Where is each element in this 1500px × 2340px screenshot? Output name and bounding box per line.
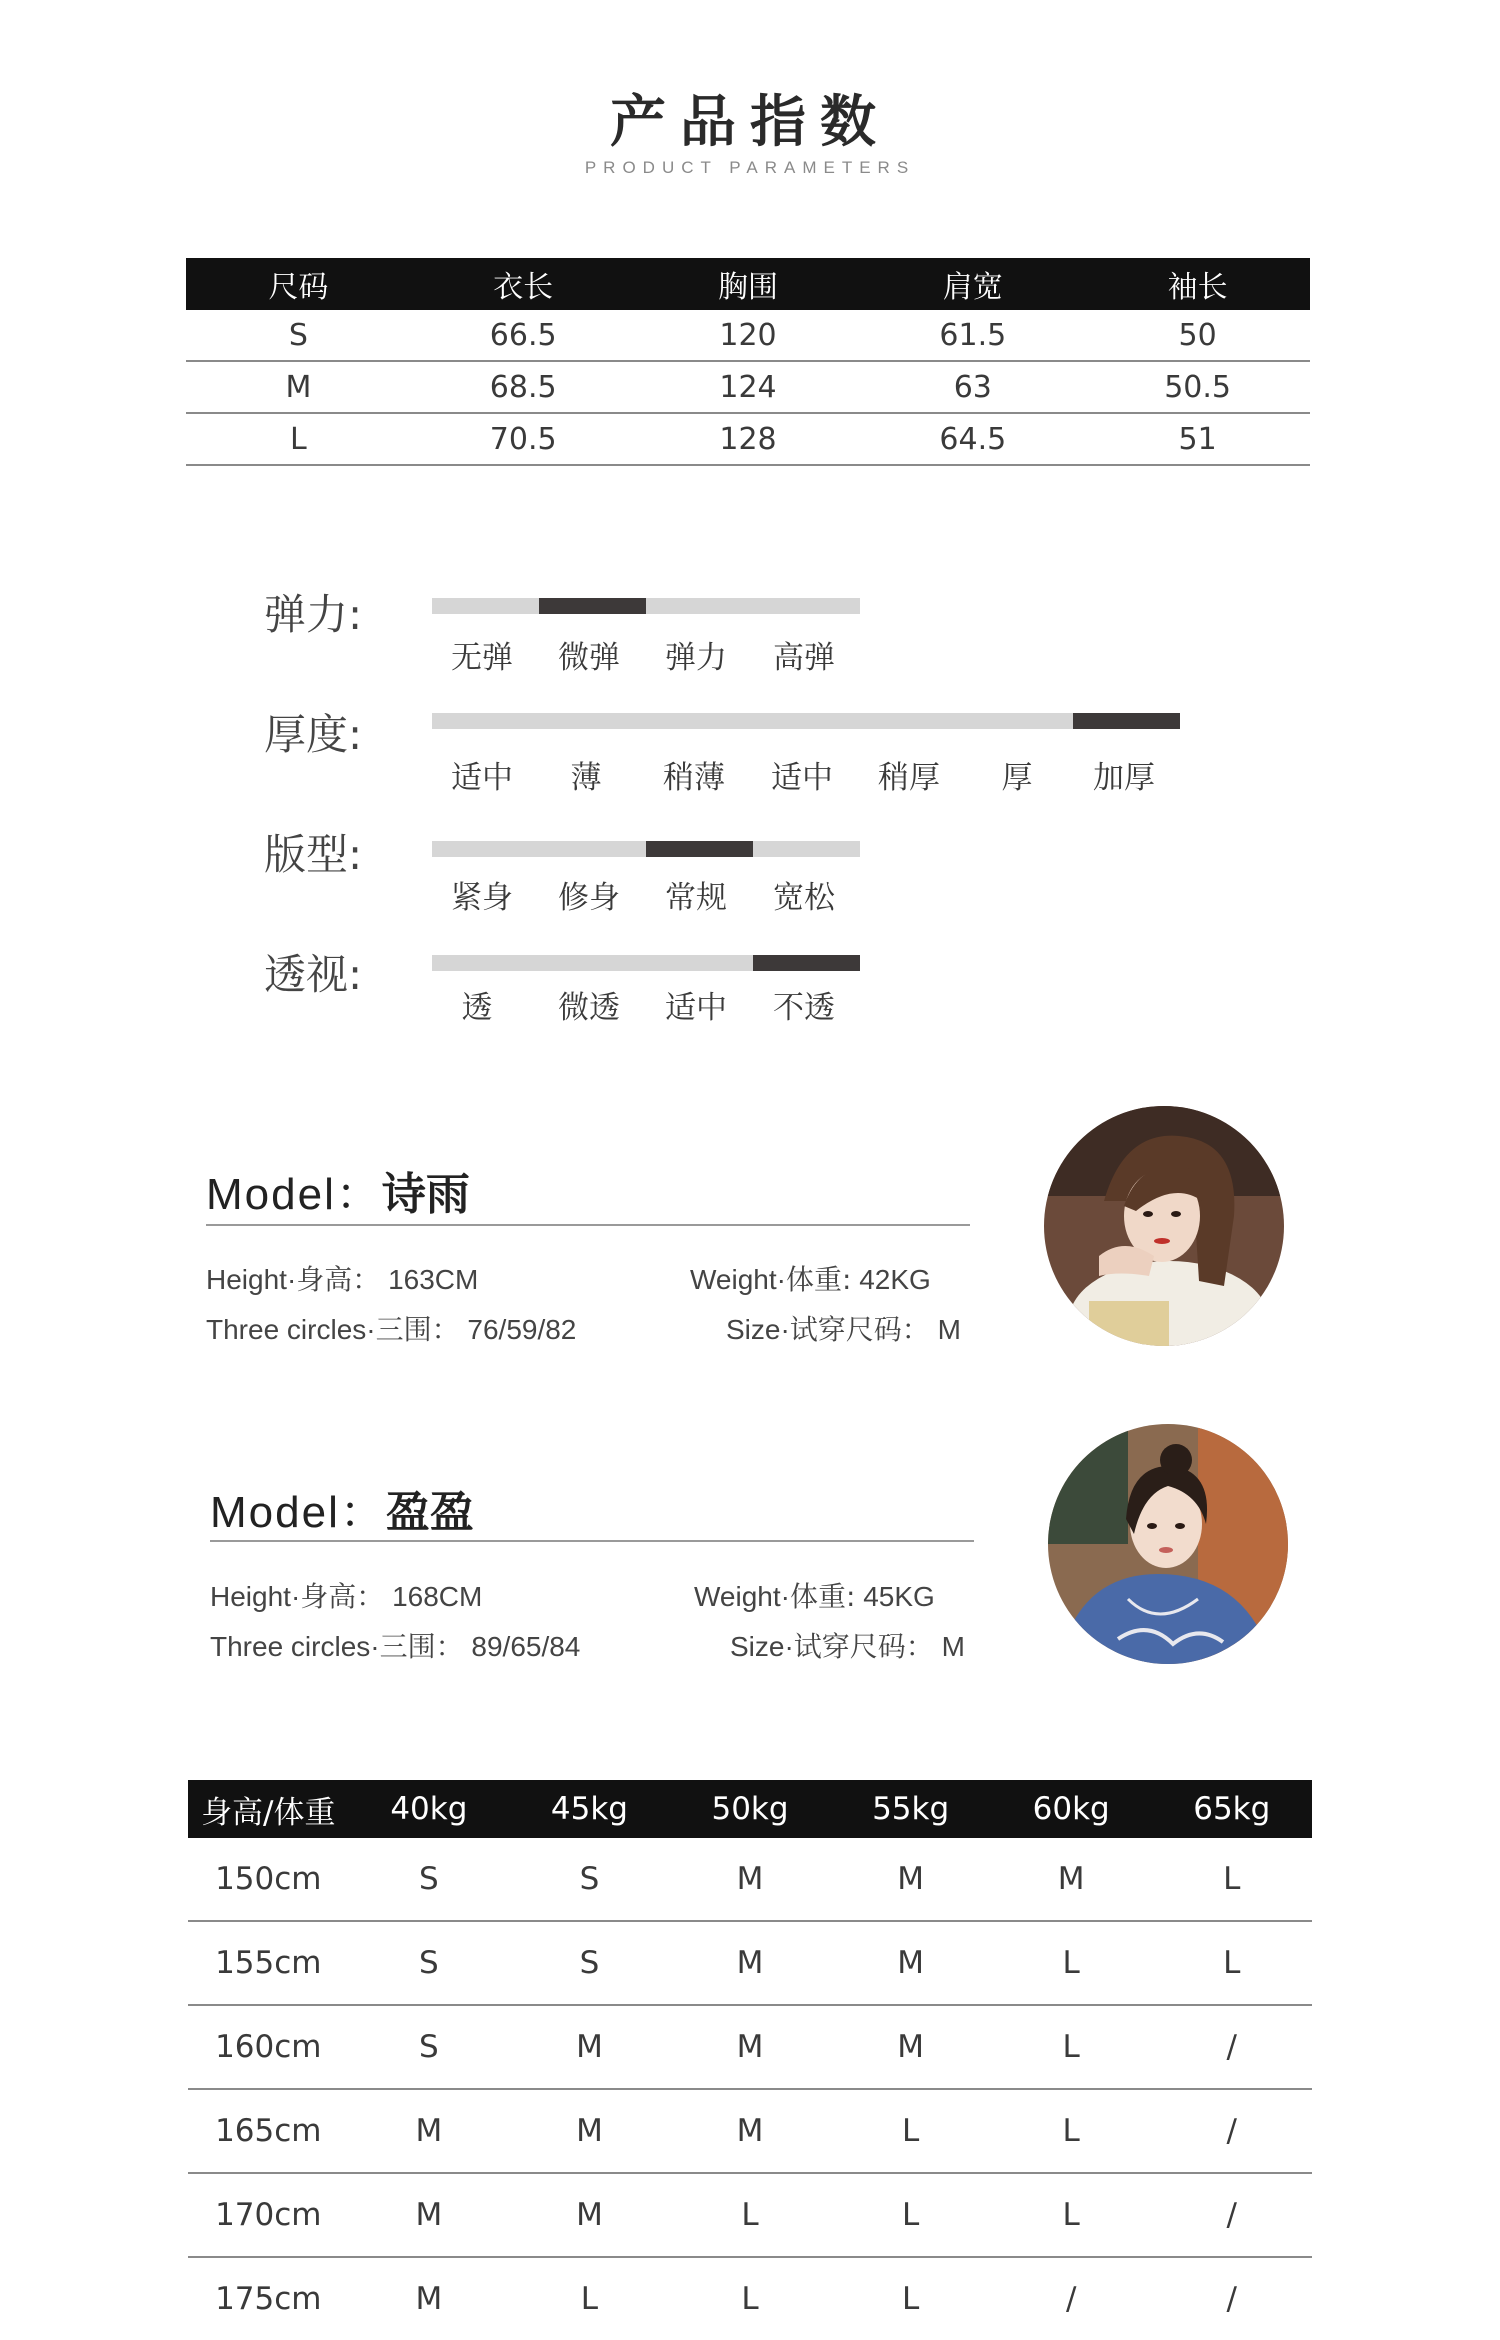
size-table-cell: 64.5 bbox=[939, 421, 1007, 457]
recommend-header-cell: 身高/体重 bbox=[201, 1794, 336, 1831]
recommend-cell: M bbox=[415, 2281, 443, 2317]
size-table-header-cell: 肩宽 bbox=[942, 270, 1003, 305]
table-row bbox=[188, 2258, 1312, 2340]
model-weight bbox=[694, 1575, 935, 1615]
size-value: M bbox=[941, 1631, 965, 1662]
model-name: 诗雨 bbox=[381, 1169, 470, 1220]
table-row bbox=[188, 2174, 1312, 2258]
model-height bbox=[210, 1575, 482, 1615]
model-title-prefix: Model： bbox=[210, 1488, 386, 1537]
model-size bbox=[726, 1308, 961, 1348]
size-table-cell: 51 bbox=[1178, 421, 1217, 457]
size-table-header-cell: 袖长 bbox=[1167, 270, 1228, 305]
recommend-cell: S bbox=[419, 1945, 439, 1981]
transparency-option: 透 bbox=[461, 990, 493, 1026]
recommend-header-cell: 60kg bbox=[1032, 1791, 1110, 1827]
recommend-cell: M bbox=[1057, 1861, 1085, 1897]
recommend-cell: M bbox=[576, 2197, 603, 2233]
size-table-cell: M bbox=[285, 369, 312, 405]
fit-option: 宽松 bbox=[773, 880, 835, 916]
thickness-option: 厚 bbox=[1001, 760, 1033, 796]
recommend-cell: L bbox=[741, 2281, 759, 2317]
model-title bbox=[206, 1158, 470, 1222]
elasticity-label: 弹力: bbox=[264, 590, 363, 639]
height-label-en: Height· bbox=[206, 1264, 297, 1295]
size-table-header bbox=[186, 258, 1310, 310]
recommend-header-cell: 50kg bbox=[711, 1791, 789, 1827]
table-row bbox=[188, 1838, 1312, 1922]
size-label-cn: 试穿尺码： bbox=[789, 1313, 930, 1346]
recommend-cell: L bbox=[1223, 1945, 1241, 1981]
size-table-cell: 66.5 bbox=[489, 317, 557, 353]
recommend-cell: M bbox=[576, 2113, 603, 2149]
recommend-cell: L bbox=[580, 2281, 599, 2317]
thickness-label: 厚度: bbox=[264, 710, 363, 759]
recommend-cell: 170cm bbox=[215, 2197, 322, 2233]
recommend-header-cell: 45kg bbox=[550, 1791, 628, 1827]
fit-label: 版型: bbox=[264, 830, 363, 879]
size-label-cn: 试穿尺码： bbox=[793, 1630, 934, 1663]
recommend-cell: S bbox=[419, 2029, 439, 2065]
recommend-cell: M bbox=[415, 2197, 443, 2233]
model-avatar bbox=[1044, 1106, 1284, 1346]
recommend-cell: M bbox=[736, 2113, 764, 2149]
model-avatar bbox=[1048, 1424, 1288, 1664]
weight-value: 42KG bbox=[859, 1264, 931, 1295]
size-table-cell: 50 bbox=[1178, 317, 1217, 353]
model-photo-1 bbox=[1044, 1106, 1284, 1346]
height-value: 163CM bbox=[388, 1264, 479, 1295]
elasticity-option: 弹力 bbox=[665, 640, 727, 676]
circles-label-cn: 三围： bbox=[379, 1630, 464, 1663]
size-recommendation-table bbox=[188, 1780, 1312, 2340]
recommend-cell: 150cm bbox=[215, 1861, 322, 1897]
height-label-cn: 身高： bbox=[300, 1580, 385, 1613]
recommend-cell: L bbox=[1223, 1861, 1241, 1897]
model-height bbox=[206, 1258, 478, 1298]
recommend-cell: / bbox=[1226, 2197, 1237, 2233]
elasticity-option: 高弹 bbox=[773, 640, 835, 676]
elasticity-option: 微弹 bbox=[558, 640, 620, 676]
size-table-header-cell: 尺码 bbox=[268, 270, 329, 305]
recommend-cell: 160cm bbox=[215, 2029, 322, 2065]
size-table-row bbox=[186, 414, 1310, 466]
fit-option: 修身 bbox=[558, 880, 620, 916]
weight-value: 45KG bbox=[863, 1581, 935, 1612]
model-three-circles bbox=[210, 1625, 580, 1665]
size-label-en: Size· bbox=[730, 1631, 794, 1662]
recommend-cell: / bbox=[1226, 2281, 1237, 2317]
recommend-cell: / bbox=[1226, 2029, 1237, 2065]
height-label-en: Height· bbox=[210, 1581, 301, 1612]
table-row bbox=[188, 2090, 1312, 2174]
transparency-option: 适中 bbox=[665, 990, 727, 1026]
weight-label-cn: 体重: bbox=[785, 1263, 852, 1296]
recommend-cell: S bbox=[579, 1861, 600, 1897]
recommend-cell: L bbox=[741, 2197, 759, 2233]
model-three-circles bbox=[206, 1308, 576, 1348]
size-table-cell: S bbox=[288, 317, 308, 353]
recommend-header-cell: 40kg bbox=[390, 1791, 468, 1827]
size-table-header-cell: 衣长 bbox=[493, 270, 554, 305]
circles-value: 76/59/82 bbox=[467, 1314, 577, 1345]
circles-value: 89/65/84 bbox=[471, 1631, 581, 1662]
fit-option: 常规 bbox=[665, 880, 727, 916]
height-label-cn: 身高： bbox=[296, 1263, 381, 1296]
recommend-cell: L bbox=[1062, 1945, 1080, 1981]
model-name: 盈盈 bbox=[385, 1487, 474, 1538]
thickness-option: 适中 bbox=[451, 760, 513, 796]
model-size bbox=[730, 1625, 965, 1665]
height-value: 168CM bbox=[392, 1581, 483, 1612]
size-label-en: Size· bbox=[726, 1314, 790, 1345]
circles-label-en: Three circles· bbox=[210, 1631, 380, 1662]
recommend-cell: M bbox=[576, 2029, 603, 2065]
model-divider bbox=[210, 1540, 974, 1542]
model-title-prefix: Model： bbox=[206, 1170, 382, 1219]
transparency-scale-indicator bbox=[753, 955, 860, 971]
fit-scale-track bbox=[432, 841, 860, 857]
size-table-cell: L bbox=[290, 421, 307, 457]
model-divider bbox=[206, 1224, 970, 1226]
circles-label-cn: 三围： bbox=[375, 1313, 460, 1346]
recommend-cell: L bbox=[1062, 2029, 1080, 2065]
size-table-row bbox=[186, 362, 1310, 414]
size-table-row bbox=[186, 310, 1310, 362]
size-table-cell: 120 bbox=[719, 317, 777, 353]
thickness-option: 稍薄 bbox=[663, 760, 725, 796]
recommend-header-cell: 65kg bbox=[1193, 1791, 1271, 1827]
recommend-cell: L bbox=[1062, 2197, 1080, 2233]
recommend-table-header bbox=[188, 1780, 1312, 1838]
recommend-cell: 165cm bbox=[215, 2113, 322, 2149]
elasticity-option: 无弹 bbox=[451, 640, 513, 676]
thickness-option: 薄 bbox=[570, 760, 602, 796]
recommend-cell: M bbox=[897, 2029, 924, 2065]
transparency-option: 不透 bbox=[773, 990, 835, 1026]
page-title: 产品指数 bbox=[610, 90, 890, 155]
size-table-cell: 124 bbox=[719, 369, 777, 405]
recommend-cell: L bbox=[901, 2281, 920, 2317]
recommend-cell: M bbox=[736, 1861, 764, 1897]
size-table-cell: 128 bbox=[719, 421, 777, 457]
recommend-cell: L bbox=[1062, 2113, 1080, 2149]
size-value: M bbox=[937, 1314, 961, 1345]
recommend-cell: M bbox=[897, 1861, 924, 1897]
recommend-cell: M bbox=[415, 2113, 443, 2149]
model-photo-2 bbox=[1048, 1424, 1288, 1664]
transparency-scale-track bbox=[432, 955, 860, 971]
elasticity-scale-track bbox=[432, 598, 860, 614]
thickness-scale-indicator bbox=[1073, 713, 1180, 729]
size-table-cell: 70.5 bbox=[489, 421, 557, 457]
recommend-cell: 175cm bbox=[215, 2281, 322, 2317]
size-table-cell: 50.5 bbox=[1164, 369, 1231, 405]
table-row bbox=[188, 1922, 1312, 2006]
fit-scale-indicator bbox=[646, 841, 753, 857]
size-table bbox=[186, 258, 1310, 466]
recommend-cell: / bbox=[1065, 2281, 1077, 2317]
thickness-option: 稍厚 bbox=[878, 760, 940, 796]
size-table-cell: 61.5 bbox=[939, 317, 1007, 353]
recommend-cell: M bbox=[897, 1945, 924, 1981]
thickness-option: 适中 bbox=[771, 760, 833, 796]
circles-label-en: Three circles· bbox=[206, 1314, 376, 1345]
model-title bbox=[210, 1476, 474, 1540]
weight-label-cn: 体重: bbox=[789, 1580, 856, 1613]
transparency-label: 透视: bbox=[264, 950, 363, 999]
recommend-cell: S bbox=[419, 1861, 439, 1897]
page-subtitle: PRODUCT PARAMETERS bbox=[584, 158, 916, 177]
recommend-header-cell: 55kg bbox=[872, 1791, 950, 1827]
recommend-cell: S bbox=[579, 1945, 600, 1981]
thickness-scale-track bbox=[432, 713, 1180, 729]
thickness-option: 加厚 bbox=[1093, 760, 1155, 796]
transparency-option: 微透 bbox=[558, 990, 620, 1026]
recommend-cell: 155cm bbox=[215, 1945, 322, 1981]
weight-label-en: Weight· bbox=[690, 1264, 786, 1295]
size-table-cell: 63 bbox=[953, 369, 992, 405]
recommend-cell: M bbox=[736, 2029, 764, 2065]
size-table-header-cell: 胸围 bbox=[717, 270, 778, 305]
weight-label-en: Weight· bbox=[694, 1581, 790, 1612]
recommend-cell: / bbox=[1226, 2113, 1237, 2149]
elasticity-scale-indicator bbox=[539, 598, 646, 614]
recommend-cell: L bbox=[901, 2197, 920, 2233]
recommend-cell: L bbox=[901, 2113, 920, 2149]
table-row bbox=[188, 2006, 1312, 2090]
size-table-cell: 68.5 bbox=[489, 369, 557, 405]
fit-option: 紧身 bbox=[451, 880, 513, 916]
model-weight bbox=[690, 1258, 931, 1298]
recommend-cell: M bbox=[736, 1945, 764, 1981]
